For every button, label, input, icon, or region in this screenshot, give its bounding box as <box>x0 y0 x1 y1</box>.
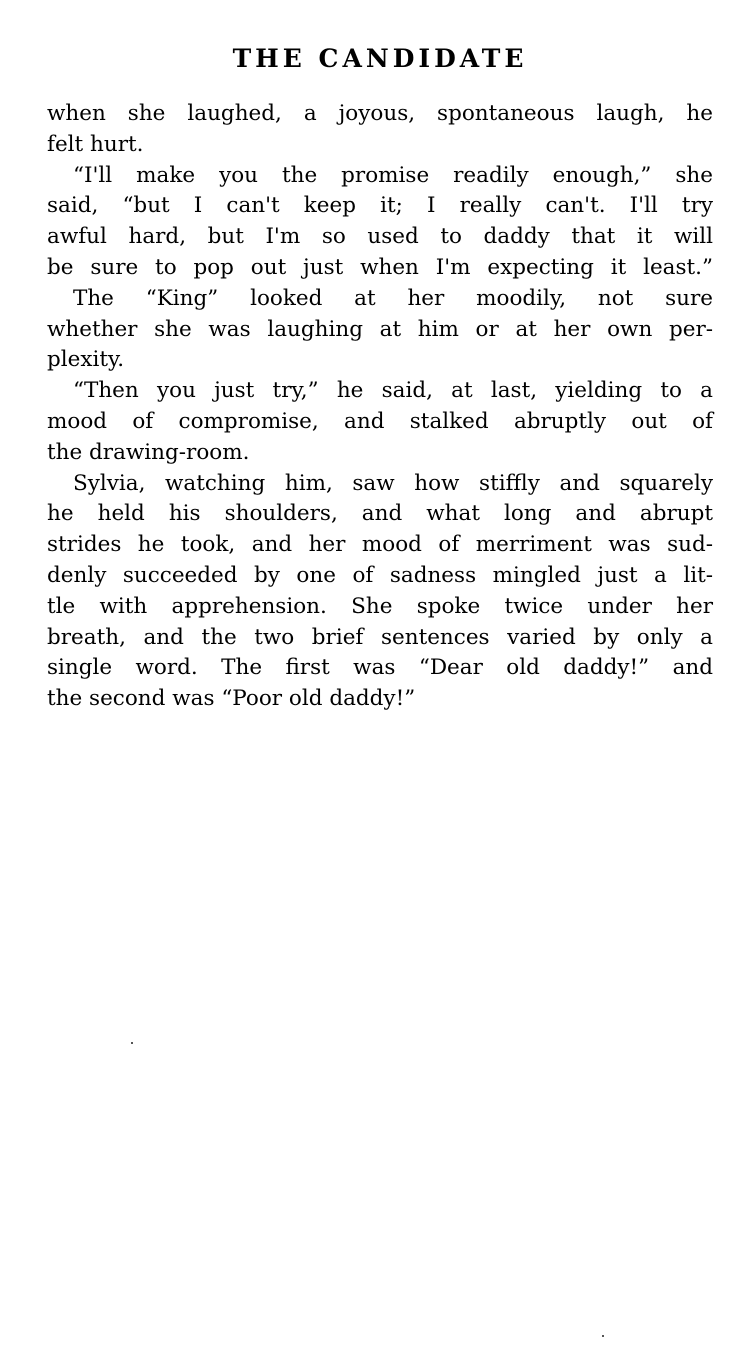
text-line: be sure to pop out just when I'm expecting it least.” <box>47 254 713 280</box>
text-line: tle with apprehension. She spoke twice under her <box>47 593 713 619</box>
text-line: felt hurt. <box>47 131 144 157</box>
text-line: the second was “Poor old daddy!” <box>47 686 416 712</box>
text-line: The “King” looked at her moodily, not sure <box>73 285 713 311</box>
text-line: said, “but I can't keep it; I really can't. I'll try <box>47 193 713 219</box>
text-line: “Then you just try,” he said, at last, yielding to a <box>73 378 713 404</box>
text-line: the drawing-room. <box>47 439 250 465</box>
text-line: strides he took, and her mood of merriment was sud- <box>47 532 713 558</box>
text-line: he held his shoulders, and what long and abrupt <box>47 501 713 527</box>
text-line: awful hard, but I'm so used to daddy that it will <box>47 224 713 250</box>
running-head: THE CANDIDATE <box>232 44 528 73</box>
text-line: mood of compromise, and stalked abruptly out of <box>47 408 713 434</box>
text-line: whether she was laughing at him or at her own per- <box>47 316 713 342</box>
text-line: when she laughed, a joyous, spontaneous laugh, he <box>47 101 713 126</box>
scan-speck <box>131 1042 133 1044</box>
scan-speck <box>602 1335 604 1337</box>
text-line: Sylvia, watching him, saw how stiffly and squarely <box>73 470 713 496</box>
text-line: denly succeeded by one of sadness mingled just a lit- <box>47 562 713 588</box>
text-line: single word. The first was “Dear old daddy!” and <box>47 655 713 681</box>
text-line: plexity. <box>47 347 125 373</box>
text-line: breath, and the two brief sentences varied by only a <box>47 624 713 650</box>
body-text <box>47 99 713 715</box>
text-line: “I'll make you the promise readily enough,” she <box>73 162 713 188</box>
